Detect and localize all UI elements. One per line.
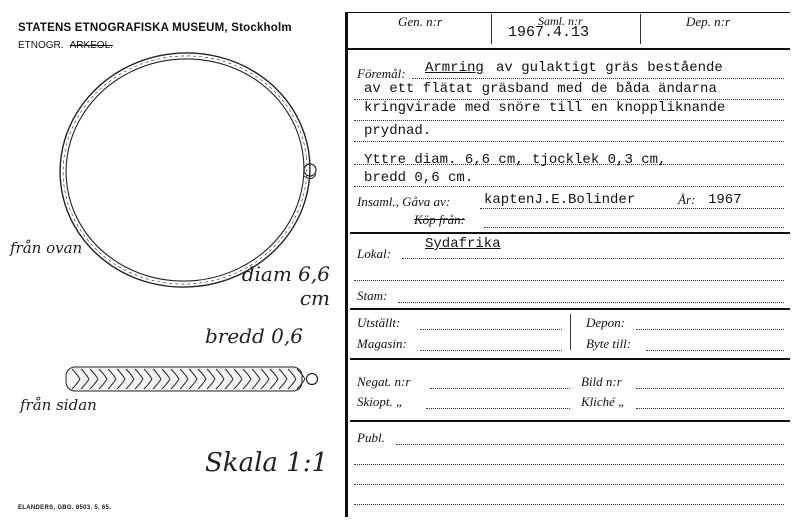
dotted-line [480, 208, 784, 209]
stam-label: Stam: [357, 288, 388, 303]
section-rule [350, 308, 790, 310]
label-scale: Skala 1:1 [205, 448, 328, 478]
lokal-value: Sydafrika [425, 236, 501, 252]
dotted-line [636, 408, 784, 409]
dotted-line [354, 141, 784, 142]
dotted-line [354, 186, 784, 187]
card-left-border [345, 12, 348, 517]
gen-nr-label: Gen. n:r [398, 14, 443, 29]
saml-nr-value: 1967.4.13 [508, 24, 590, 41]
dotted-line [396, 444, 784, 445]
dotted-line [420, 329, 562, 330]
skiopt-label: Skiopt. „ [357, 394, 404, 409]
dotted-line [354, 99, 784, 100]
dotted-line [646, 350, 784, 351]
header-bottom-border [348, 48, 790, 50]
ring-side-view [66, 367, 318, 391]
dotted-line [484, 227, 784, 228]
negat-label: Negat. n:r [357, 374, 411, 389]
header-divider-2 [640, 14, 641, 44]
insaml-label: Insaml., Gåva av: [357, 194, 451, 209]
section-rule [350, 358, 790, 360]
label-diameter: diam 6,6 cm [241, 262, 330, 310]
ring-top-view [48, 41, 321, 300]
dotted-line [354, 280, 784, 281]
lokal-label: Lokal: [357, 246, 391, 261]
foremal-label: Föremål: [357, 66, 406, 81]
foremal-line-3: kringvirade med snöre till en knoppliknande [364, 100, 726, 116]
ar-value: 1967 [708, 192, 742, 208]
label-side-view: från sidan [20, 396, 97, 414]
dims-line-2: bredd 0,6 cm. [364, 170, 474, 186]
dotted-line [420, 350, 562, 351]
ar-label: År: [678, 192, 696, 207]
depon-label: Depon: [586, 315, 625, 330]
dotted-line [354, 120, 784, 121]
magasin-label: Magasin: [357, 336, 407, 351]
dotted-line [636, 329, 784, 330]
foremal-word: Armring [425, 60, 484, 76]
header-divider-1 [491, 14, 492, 44]
dep-nr-label: Dep. n:r [686, 14, 731, 29]
dotted-line [354, 464, 784, 465]
section-rule [350, 420, 790, 422]
insaml-value: kaptenJ.E.Bolinder [484, 192, 636, 208]
dotted-line [402, 258, 784, 259]
dotted-line [354, 484, 784, 485]
dims-line-1: Yttre diam. 6,6 cm, tjocklek 0,3 cm, [364, 152, 667, 168]
card-top-border [348, 12, 790, 13]
label-top-view: från ovan [10, 239, 83, 257]
section-rule [350, 232, 790, 234]
kop-label: Köp från: [414, 212, 465, 227]
dotted-line [636, 388, 784, 389]
utstallt-label: Utställt: [357, 315, 401, 330]
byte-label: Byte till: [586, 336, 632, 351]
dotted-line [426, 408, 570, 409]
saml-nr-label: Saml. n:r [538, 14, 583, 28]
dotted-line [430, 388, 570, 389]
foremal-line-2: av ett flätat gräsband med de båda ändarna [364, 81, 717, 97]
dotted-line [412, 78, 784, 79]
storage-divider [570, 314, 571, 350]
museum-header: STATENS ETNOGRAFISKA MUSEUM, Stockholm [18, 22, 292, 34]
department-struck: ARKEOL. [69, 40, 113, 51]
label-width: bredd 0,6 [205, 324, 303, 348]
bild-label: Bild n:r [581, 374, 622, 389]
printer-imprint: ELANDERS, GBG. 8503. 5. 65. [18, 505, 112, 511]
kliche-label: Kliché „ [581, 394, 626, 409]
foremal-line-4: prydnad. [364, 123, 432, 139]
dotted-line [398, 302, 784, 303]
publ-label: Publ. [357, 430, 385, 445]
foremal-line-1: av gulaktigt gräs bestående [496, 60, 723, 76]
department: ETNOGR. [18, 40, 64, 51]
dotted-line [354, 504, 784, 505]
